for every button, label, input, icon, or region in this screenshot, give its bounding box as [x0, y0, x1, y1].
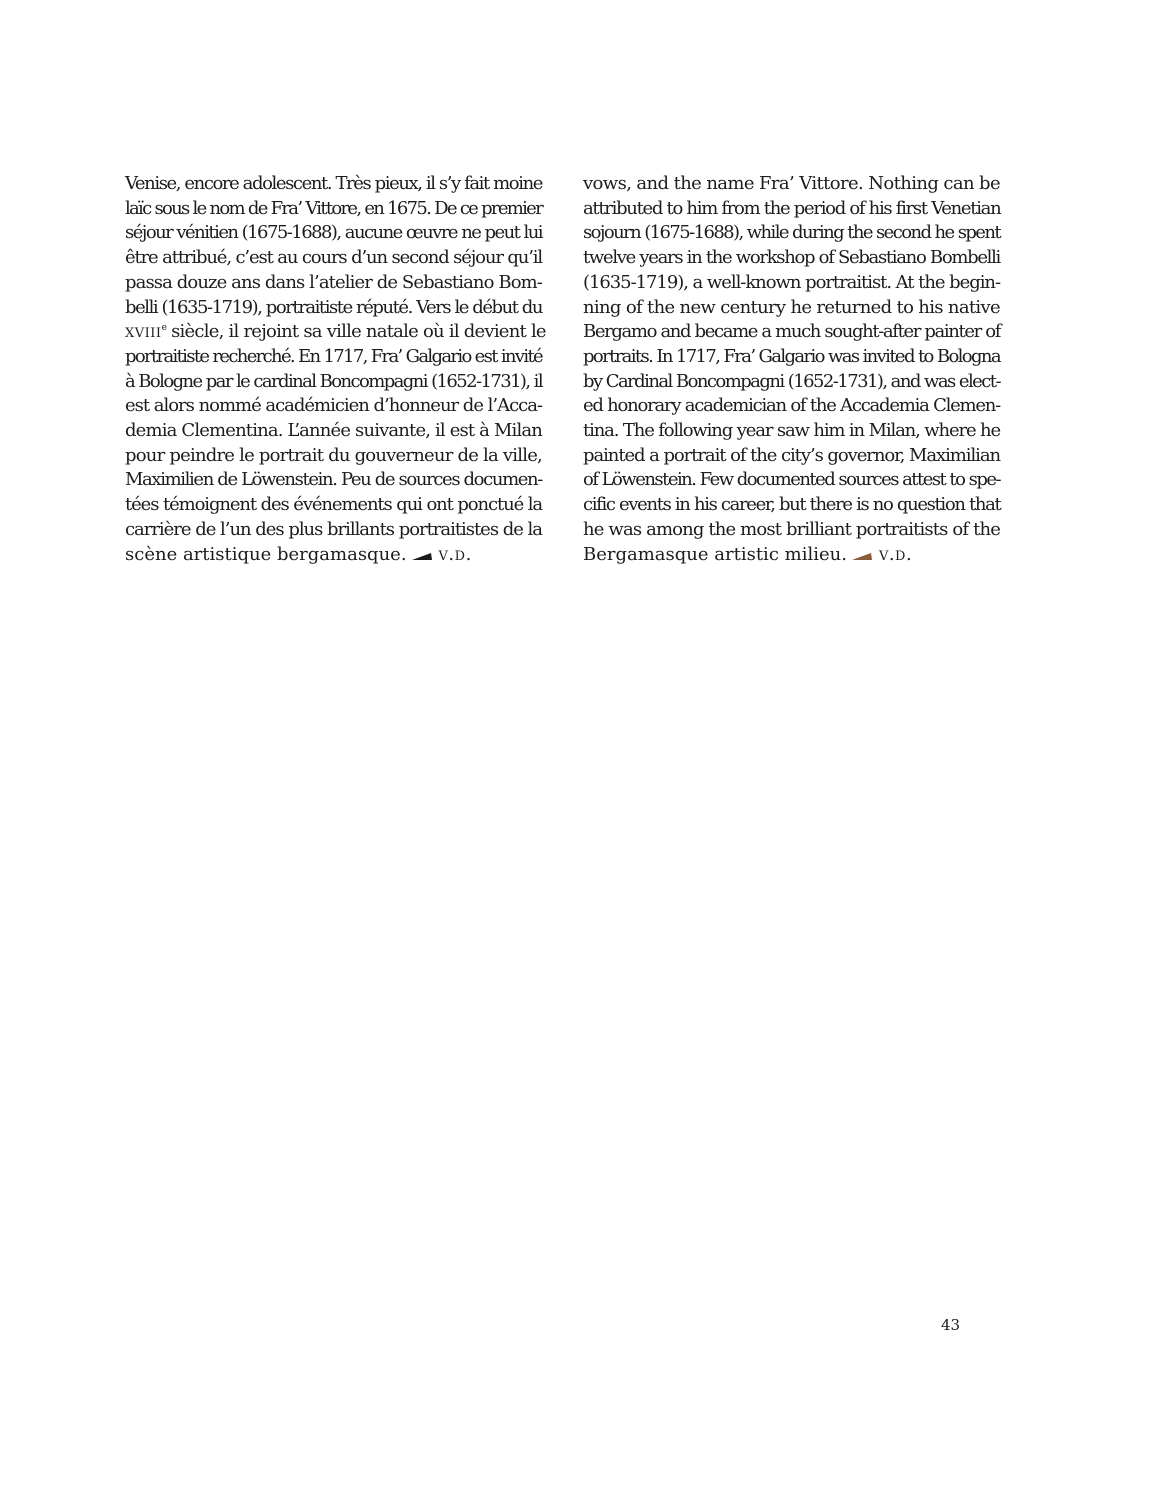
- french-line-16: [125, 543, 542, 568]
- english-line-2: attributed to him from the period of his first Venetian: [583, 197, 1001, 219]
- century-numeral: xviii: [125, 321, 162, 343]
- french-line-11: demia Clementina. L’année suivante, il est à Milan: [125, 420, 542, 442]
- english-line-4: twelve years in the workshop of Sebastiano Bombelli: [583, 247, 1000, 269]
- english-line-16: [583, 543, 1000, 568]
- english-line-3: sojourn (1675-1688), while during the second he spent: [583, 222, 1000, 244]
- french-line-14: tées témoignent des événements qui ont ponctué la: [125, 494, 542, 516]
- brushstroke-end-mark-icon: [851, 552, 873, 561]
- french-line-9: à Bologne par le cardinal Boncompagni (1652-1731), il: [125, 370, 542, 392]
- english-line-5: (1635-1719), a well-known portraitist. At the begin-: [583, 271, 1001, 293]
- french-line-10: est alors nommé académicien d’honneur de l’Acca-: [125, 395, 542, 417]
- brushstroke-end-mark-icon: [411, 552, 433, 561]
- page-number: 43: [941, 1316, 961, 1334]
- english-line-10: ed honorary academician of the Accademia Clemen-: [583, 395, 1000, 417]
- english-line-1: vows, and the name Fra’ Vittore. Nothing can be: [583, 173, 1000, 194]
- french-line-3: séjour vénitien (1675-1688), aucune œuvre ne peut lui: [125, 222, 542, 244]
- french-line-8: portraitiste recherché. En 1717, Fra’ Galgario est invité: [125, 345, 542, 367]
- french-line-15: carrière de l’un des plus brillants portraitistes de la: [125, 518, 542, 540]
- french-line-5: passa douze ans dans l’atelier de Sebastiano Bom-: [125, 271, 542, 293]
- english-line-7: Bergamo and became a much sought-after painter of: [583, 321, 1001, 343]
- french-line-1: Venise, encore adolescent. Très pieux, il s’y fait moine: [125, 173, 542, 194]
- french-line-16-text: scène artistique bergamasque.: [125, 543, 407, 565]
- french-line-2: laïc sous le nom de Fra’ Vittore, en 1675. De ce premier: [125, 197, 542, 219]
- english-line-9: by Cardinal Boncompagni (1652-1731), and was elect-: [583, 370, 1001, 392]
- author-signature: v.d.: [878, 543, 913, 565]
- french-line-13: Maximilien de Löwenstein. Peu de sources documen-: [125, 469, 542, 491]
- author-signature: v.d.: [438, 543, 472, 565]
- english-line-16-text: Bergamasque artistic milieu.: [583, 543, 847, 565]
- english-line-8: portraits. In 1717, Fra’ Galgario was invited to Bologna: [583, 345, 1000, 367]
- english-line-12: painted a portrait of the city’s governor, Maximilian: [583, 444, 1000, 466]
- english-line-13: of Löwenstein. Few documented sources attest to spe-: [583, 469, 1000, 491]
- french-line-7-text: siècle, il rejoint sa ville natale où il devient le: [166, 321, 546, 343]
- english-line-6: ning of the new century he returned to his native: [583, 296, 1000, 318]
- english-line-14: cific events in his career, but there is no question that: [583, 494, 1001, 516]
- english-text-column: [583, 172, 1000, 567]
- french-line-7: [125, 320, 546, 345]
- french-text-column: [125, 172, 546, 567]
- french-line-6: belli (1635-1719), portraitiste réputé. Vers le début du: [125, 296, 543, 318]
- french-line-4: être attribué, c’est au cours d’un second séjour qu’il: [125, 247, 542, 269]
- century-suffix: e: [161, 323, 167, 334]
- english-line-15: he was among the most brilliant portraitists of the: [583, 518, 1000, 540]
- english-line-11: tina. The following year saw him in Milan, where he: [583, 420, 1000, 442]
- french-line-12: pour peindre le portrait du gouverneur de la ville,: [125, 444, 542, 466]
